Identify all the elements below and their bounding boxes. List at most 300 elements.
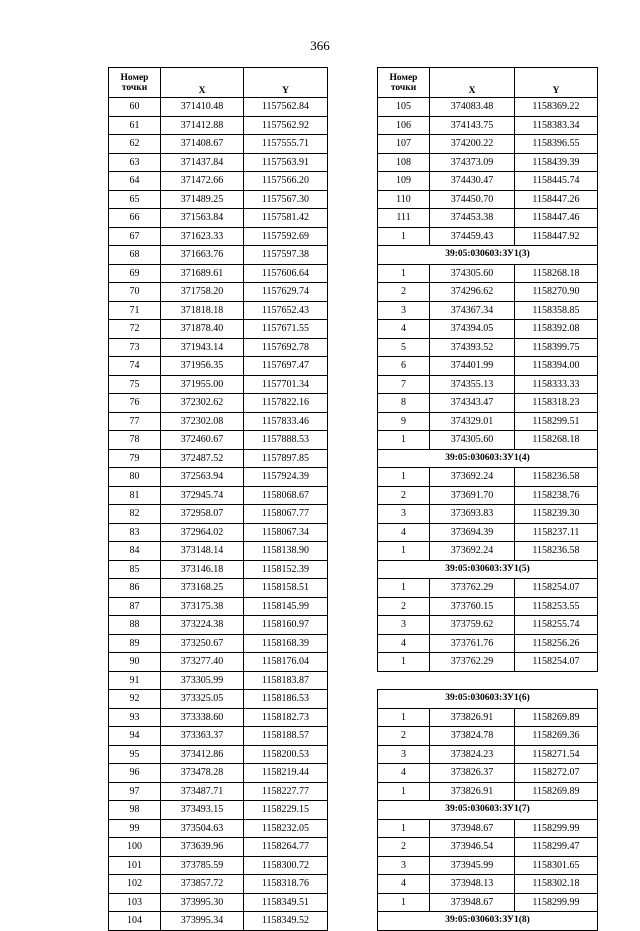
gap-cell <box>378 671 598 690</box>
y-coordinate-cell: 1157888.53 <box>244 431 328 450</box>
y-coordinate-cell: 1158200.53 <box>244 745 328 764</box>
page-number: 366 <box>310 38 330 53</box>
point-number-cell: 4 <box>378 634 430 653</box>
x-coordinate-cell: 373759.62 <box>430 616 515 635</box>
table-row <box>378 320 598 339</box>
point-number-cell: 4 <box>378 764 430 783</box>
x-coordinate-cell: 373762.29 <box>430 653 515 672</box>
point-number-cell: 76 <box>109 394 161 413</box>
x-coordinate-cell: 374200.22 <box>430 135 515 154</box>
y-coordinate-cell: 1157652.43 <box>244 301 328 320</box>
x-coordinate-cell: 374296.62 <box>430 283 515 302</box>
y-coordinate-cell: 1157671.55 <box>244 320 328 339</box>
x-coordinate-cell: 374393.52 <box>430 338 515 357</box>
table-row <box>109 301 328 320</box>
section-header-row <box>378 690 598 709</box>
table-row <box>378 708 598 727</box>
y-coordinate-cell: 1158349.52 <box>244 912 328 931</box>
x-coordinate-cell: 373325.05 <box>161 690 244 709</box>
y-coordinate-cell: 1158272.07 <box>515 764 598 783</box>
y-coordinate-cell: 1158253.55 <box>515 597 598 616</box>
table-row <box>109 357 328 376</box>
table-row <box>378 597 598 616</box>
point-number-cell: 1 <box>378 431 430 450</box>
table-row <box>109 412 328 431</box>
y-coordinate-cell: 1158145.99 <box>244 597 328 616</box>
x-coordinate-cell: 371408.67 <box>161 135 244 154</box>
point-number-cell: 1 <box>378 819 430 838</box>
section-header-row <box>378 801 598 820</box>
point-number-cell: 91 <box>109 671 161 690</box>
right-coordinates-table <box>377 67 598 931</box>
point-number-cell: 90 <box>109 653 161 672</box>
point-number-cell: 99 <box>109 819 161 838</box>
table-row <box>378 782 598 801</box>
x-coordinate-cell: 372964.02 <box>161 523 244 542</box>
x-coordinate-cell: 373224.38 <box>161 616 244 635</box>
x-coordinate-cell: 373175.38 <box>161 597 244 616</box>
x-coordinate-cell: 373250.67 <box>161 634 244 653</box>
x-coordinate-cell: 373693.83 <box>430 505 515 524</box>
table-row <box>378 98 598 117</box>
y-coordinate-cell: 1158236.58 <box>515 468 598 487</box>
point-number-cell: 77 <box>109 412 161 431</box>
table-row <box>378 431 598 450</box>
point-number-cell: 107 <box>378 135 430 154</box>
y-coordinate-cell: 1157924.39 <box>244 468 328 487</box>
x-coordinate-cell: 371663.76 <box>161 246 244 265</box>
section-header-row <box>378 560 598 579</box>
table-row <box>109 690 328 709</box>
y-coordinate-cell: 1158299.51 <box>515 412 598 431</box>
table-row <box>109 671 328 690</box>
x-coordinate-cell: 373338.60 <box>161 708 244 727</box>
table-row <box>378 394 598 413</box>
table-row <box>378 653 598 672</box>
x-coordinate-cell: 373639.96 <box>161 838 244 857</box>
y-coordinate-cell: 1158254.07 <box>515 579 598 598</box>
section-title: 39:05:030603:ЗУ1(8) <box>378 912 598 931</box>
point-number-cell: 2 <box>378 486 430 505</box>
x-coordinate-cell: 371489.25 <box>161 190 244 209</box>
x-coordinate-cell: 372302.62 <box>161 394 244 413</box>
x-coordinate-cell: 373692.24 <box>430 468 515 487</box>
table-row <box>109 375 328 394</box>
table-row <box>109 449 328 468</box>
x-coordinate-cell: 371878.40 <box>161 320 244 339</box>
table-row <box>109 209 328 228</box>
table-row <box>378 875 598 894</box>
point-number-cell: 81 <box>109 486 161 505</box>
table-row <box>378 412 598 431</box>
y-coordinate-cell: 1157563.91 <box>244 153 328 172</box>
x-coordinate-cell: 373478.28 <box>161 764 244 783</box>
x-coordinate-cell: 374305.60 <box>430 431 515 450</box>
point-number-cell: 62 <box>109 135 161 154</box>
table-row <box>109 98 328 117</box>
point-number-cell: 85 <box>109 560 161 579</box>
table-row <box>378 523 598 542</box>
point-number-cell: 94 <box>109 727 161 746</box>
point-number-cell: 1 <box>378 542 430 561</box>
point-number-cell: 68 <box>109 246 161 265</box>
y-coordinate-cell: 1158229.15 <box>244 801 328 820</box>
point-number-cell: 2 <box>378 283 430 302</box>
table-row <box>109 912 328 931</box>
table-row <box>109 190 328 209</box>
point-number-cell: 5 <box>378 338 430 357</box>
x-coordinate-cell: 373146.18 <box>161 560 244 579</box>
point-number-cell: 80 <box>109 468 161 487</box>
x-coordinate-cell: 373168.25 <box>161 579 244 598</box>
y-coordinate-cell: 1157555.71 <box>244 135 328 154</box>
x-coordinate-cell: 373694.39 <box>430 523 515 542</box>
y-coordinate-cell: 1157567.30 <box>244 190 328 209</box>
point-number-cell: 98 <box>109 801 161 820</box>
y-coordinate-cell: 1158264.77 <box>244 838 328 857</box>
table-row <box>378 116 598 135</box>
y-coordinate-cell: 1158396.55 <box>515 135 598 154</box>
point-number-header: Номер точки <box>109 68 161 98</box>
point-number-cell: 8 <box>378 394 430 413</box>
y-coordinate-cell: 1157897.85 <box>244 449 328 468</box>
table-row <box>109 597 328 616</box>
x-coordinate-cell: 373857.72 <box>161 875 244 894</box>
table-row <box>109 283 328 302</box>
point-number-cell: 110 <box>378 190 430 209</box>
point-number-cell: 66 <box>109 209 161 228</box>
x-coordinate-cell: 374373.09 <box>430 153 515 172</box>
x-coordinate-cell: 373826.37 <box>430 764 515 783</box>
x-coordinate-cell: 374355.13 <box>430 375 515 394</box>
point-number-cell: 64 <box>109 172 161 191</box>
table-row <box>109 801 328 820</box>
y-coordinate-cell: 1158349.51 <box>244 893 328 912</box>
x-coordinate-cell: 373760.15 <box>430 597 515 616</box>
point-number-cell: 61 <box>109 116 161 135</box>
x-coordinate-cell: 371563.84 <box>161 209 244 228</box>
table-header-row <box>109 68 328 98</box>
point-number-cell: 100 <box>109 838 161 857</box>
point-number-cell: 74 <box>109 357 161 376</box>
x-coordinate-cell: 374430.47 <box>430 172 515 191</box>
table-row <box>378 283 598 302</box>
point-number-cell: 109 <box>378 172 430 191</box>
point-number-cell: 89 <box>109 634 161 653</box>
point-number-cell: 1 <box>378 468 430 487</box>
table-row <box>109 338 328 357</box>
x-coordinate-cell: 373995.30 <box>161 893 244 912</box>
y-coordinate-cell: 1157562.92 <box>244 116 328 135</box>
point-number-cell: 84 <box>109 542 161 561</box>
x-coordinate-cell: 371689.61 <box>161 264 244 283</box>
x-coordinate-cell: 373826.91 <box>430 708 515 727</box>
point-number-cell: 3 <box>378 745 430 764</box>
y-coordinate-cell: 1158269.89 <box>515 782 598 801</box>
x-coordinate-cell: 372958.07 <box>161 505 244 524</box>
point-number-cell: 3 <box>378 505 430 524</box>
table-row <box>378 153 598 172</box>
table-header-row <box>378 68 598 98</box>
table-gap <box>378 671 598 690</box>
point-number-cell: 9 <box>378 412 430 431</box>
table-row <box>109 135 328 154</box>
table-row <box>109 819 328 838</box>
y-coordinate-cell: 1158238.76 <box>515 486 598 505</box>
y-coordinate-cell: 1157606.64 <box>244 264 328 283</box>
y-coordinate-cell: 1158186.53 <box>244 690 328 709</box>
table-row <box>109 875 328 894</box>
x-coordinate-cell: 373946.54 <box>430 838 515 857</box>
table-row <box>378 745 598 764</box>
y-coordinate-cell: 1158447.26 <box>515 190 598 209</box>
point-number-cell: 83 <box>109 523 161 542</box>
point-number-cell: 88 <box>109 616 161 635</box>
point-number-cell: 3 <box>378 301 430 320</box>
y-coordinate-cell: 1158160.97 <box>244 616 328 635</box>
y-coordinate-cell: 1158301.65 <box>515 856 598 875</box>
x-coordinate-cell: 373948.67 <box>430 893 515 912</box>
point-number-cell: 95 <box>109 745 161 764</box>
x-coordinate-cell: 373487.71 <box>161 782 244 801</box>
x-coordinate-cell: 373148.14 <box>161 542 244 561</box>
section-header-row <box>378 912 598 931</box>
x-coordinate-cell: 371623.33 <box>161 227 244 246</box>
table-row <box>109 542 328 561</box>
y-coordinate-cell: 1158268.18 <box>515 264 598 283</box>
point-number-cell: 75 <box>109 375 161 394</box>
y-coordinate-cell: 1158269.36 <box>515 727 598 746</box>
x-coordinate-cell: 374083.48 <box>430 98 515 117</box>
y-coordinate-cell: 1157592.69 <box>244 227 328 246</box>
point-number-cell: 1 <box>378 893 430 912</box>
point-number-cell: 93 <box>109 708 161 727</box>
point-number-cell: 108 <box>378 153 430 172</box>
x-coordinate-cell: 371955.00 <box>161 375 244 394</box>
y-coordinate-cell: 1157566.20 <box>244 172 328 191</box>
point-number-cell: 1 <box>378 708 430 727</box>
table-row <box>378 190 598 209</box>
y-coordinate-cell: 1158302.18 <box>515 875 598 894</box>
x-coordinate-cell: 373762.29 <box>430 579 515 598</box>
y-coordinate-cell: 1158255.74 <box>515 616 598 635</box>
y-coordinate-cell: 1158268.18 <box>515 431 598 450</box>
x-coordinate-cell: 374394.05 <box>430 320 515 339</box>
table-row <box>109 856 328 875</box>
table-row <box>378 542 598 561</box>
y-coordinate-cell: 1158183.87 <box>244 671 328 690</box>
point-number-cell: 60 <box>109 98 161 117</box>
y-coordinate-cell: 1158271.54 <box>515 745 598 764</box>
table-row <box>109 579 328 598</box>
x-coordinate-cell: 374329.01 <box>430 412 515 431</box>
x-coordinate-cell: 373692.24 <box>430 542 515 561</box>
y-coordinate-cell: 1158256.26 <box>515 634 598 653</box>
y-coordinate-cell: 1158188.57 <box>244 727 328 746</box>
y-coordinate-cell: 1157701.34 <box>244 375 328 394</box>
y-coordinate-cell: 1158219.44 <box>244 764 328 783</box>
x-coordinate-cell: 374459.43 <box>430 227 515 246</box>
y-coordinate-cell: 1158270.90 <box>515 283 598 302</box>
x-coordinate-cell: 371472.66 <box>161 172 244 191</box>
point-number-cell: 1 <box>378 579 430 598</box>
x-coordinate-cell: 374305.60 <box>430 264 515 283</box>
point-number-cell: 87 <box>109 597 161 616</box>
y-coordinate-cell: 1158236.58 <box>515 542 598 561</box>
point-number-cell: 92 <box>109 690 161 709</box>
x-coordinate-cell: 371410.48 <box>161 98 244 117</box>
y-coordinate-cell: 1158439.39 <box>515 153 598 172</box>
y-coordinate-cell: 1158383.34 <box>515 116 598 135</box>
y-coordinate-cell: 1158068.67 <box>244 486 328 505</box>
x-coordinate-cell: 372302.08 <box>161 412 244 431</box>
table-row <box>109 227 328 246</box>
table-row <box>378 505 598 524</box>
y-coordinate-cell: 1158369.22 <box>515 98 598 117</box>
table-row <box>378 856 598 875</box>
point-number-cell: 1 <box>378 653 430 672</box>
y-coordinate-cell: 1158318.76 <box>244 875 328 894</box>
section-title: 39:05:030603:ЗУ1(5) <box>378 560 598 579</box>
x-coordinate-cell: 371818.18 <box>161 301 244 320</box>
point-number-cell: 7 <box>378 375 430 394</box>
x-coordinate-cell: 371758.20 <box>161 283 244 302</box>
y-coordinate-cell: 1158176.04 <box>244 653 328 672</box>
y-coordinate-cell: 1157833.46 <box>244 412 328 431</box>
y-header: Y <box>244 68 328 98</box>
table-row <box>109 653 328 672</box>
x-coordinate-cell: 372460.67 <box>161 431 244 450</box>
right-table-body <box>378 98 598 931</box>
table-row <box>109 264 328 283</box>
y-coordinate-cell: 1158158.51 <box>244 579 328 598</box>
table-row <box>378 135 598 154</box>
y-coordinate-cell: 1158254.07 <box>515 653 598 672</box>
y-coordinate-cell: 1157562.84 <box>244 98 328 117</box>
x-coordinate-cell: 374367.34 <box>430 301 515 320</box>
y-coordinate-cell: 1158447.92 <box>515 227 598 246</box>
x-coordinate-cell: 371412.88 <box>161 116 244 135</box>
table-row <box>109 246 328 265</box>
point-number-cell: 101 <box>109 856 161 875</box>
point-number-cell: 4 <box>378 875 430 894</box>
y-header: Y <box>515 68 598 98</box>
table-row <box>109 320 328 339</box>
table-row <box>109 634 328 653</box>
table-row <box>378 764 598 783</box>
table-row <box>109 172 328 191</box>
point-number-header: Номер точки <box>378 68 430 98</box>
y-coordinate-cell: 1158394.00 <box>515 357 598 376</box>
point-number-cell: 82 <box>109 505 161 524</box>
point-number-cell: 70 <box>109 283 161 302</box>
point-number-cell: 6 <box>378 357 430 376</box>
point-number-cell: 69 <box>109 264 161 283</box>
y-coordinate-cell: 1157629.74 <box>244 283 328 302</box>
point-number-cell: 1 <box>378 227 430 246</box>
point-number-cell: 3 <box>378 616 430 635</box>
point-number-cell: 65 <box>109 190 161 209</box>
point-number-cell: 97 <box>109 782 161 801</box>
x-coordinate-cell: 373945.99 <box>430 856 515 875</box>
table-row <box>378 893 598 912</box>
table-row <box>109 838 328 857</box>
y-coordinate-cell: 1158447.46 <box>515 209 598 228</box>
x-coordinate-cell: 373948.13 <box>430 875 515 894</box>
table-row <box>378 819 598 838</box>
point-number-cell: 2 <box>378 727 430 746</box>
point-number-cell: 1 <box>378 264 430 283</box>
y-coordinate-cell: 1158445.74 <box>515 172 598 191</box>
table-row <box>378 338 598 357</box>
x-coordinate-cell: 374453.38 <box>430 209 515 228</box>
section-title: 39:05:030603:ЗУ1(4) <box>378 449 598 468</box>
point-number-cell: 86 <box>109 579 161 598</box>
table-row <box>378 838 598 857</box>
point-number-cell: 72 <box>109 320 161 339</box>
point-number-cell: 111 <box>378 209 430 228</box>
table-row <box>378 486 598 505</box>
table-row <box>109 153 328 172</box>
y-coordinate-cell: 1158299.99 <box>515 819 598 838</box>
table-row <box>378 172 598 191</box>
x-coordinate-cell: 373504.63 <box>161 819 244 838</box>
x-coordinate-cell: 373305.99 <box>161 671 244 690</box>
table-row <box>109 893 328 912</box>
point-number-cell: 105 <box>378 98 430 117</box>
y-coordinate-cell: 1158067.77 <box>244 505 328 524</box>
point-number-cell: 2 <box>378 597 430 616</box>
y-coordinate-cell: 1157697.47 <box>244 357 328 376</box>
x-coordinate-cell: 374143.75 <box>430 116 515 135</box>
table-row <box>378 727 598 746</box>
point-number-cell: 63 <box>109 153 161 172</box>
x-coordinate-cell: 373761.76 <box>430 634 515 653</box>
x-coordinate-cell: 373363.37 <box>161 727 244 746</box>
point-number-cell: 106 <box>378 116 430 135</box>
y-coordinate-cell: 1158392.08 <box>515 320 598 339</box>
table-row <box>109 523 328 542</box>
point-number-cell: 79 <box>109 449 161 468</box>
section-title: 39:05:030603:ЗУ1(3) <box>378 246 598 265</box>
table-row <box>109 616 328 635</box>
table-row <box>109 745 328 764</box>
point-number-cell: 3 <box>378 856 430 875</box>
table-row <box>109 764 328 783</box>
x-coordinate-cell: 372487.52 <box>161 449 244 468</box>
y-coordinate-cell: 1157692.78 <box>244 338 328 357</box>
x-coordinate-cell: 374343.47 <box>430 394 515 413</box>
point-number-cell: 2 <box>378 838 430 857</box>
x-coordinate-cell: 373824.78 <box>430 727 515 746</box>
y-coordinate-cell: 1158269.89 <box>515 708 598 727</box>
table-row <box>109 468 328 487</box>
point-number-cell: 71 <box>109 301 161 320</box>
y-coordinate-cell: 1158318.23 <box>515 394 598 413</box>
table-row <box>378 209 598 228</box>
table-row <box>378 616 598 635</box>
table-row <box>378 227 598 246</box>
y-coordinate-cell: 1158299.99 <box>515 893 598 912</box>
y-coordinate-cell: 1158152.39 <box>244 560 328 579</box>
y-coordinate-cell: 1158232.05 <box>244 819 328 838</box>
point-number-cell: 4 <box>378 523 430 542</box>
table-row <box>109 505 328 524</box>
point-number-cell: 4 <box>378 320 430 339</box>
x-coordinate-cell: 373412.86 <box>161 745 244 764</box>
point-number-cell: 96 <box>109 764 161 783</box>
x-coordinate-cell: 371956.35 <box>161 357 244 376</box>
